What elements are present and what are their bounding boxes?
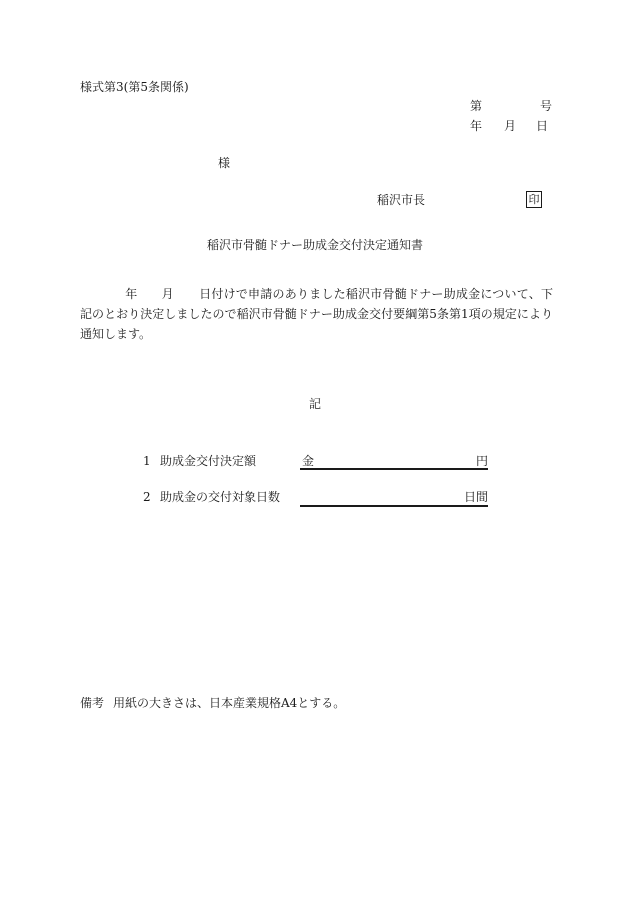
date-year: 年 bbox=[470, 119, 483, 133]
form-number-label: 様式第3(第5条関係) bbox=[80, 80, 189, 94]
document-number bbox=[470, 99, 552, 113]
sender-title: 稲沢市長 bbox=[377, 193, 426, 207]
item-2-underline bbox=[300, 505, 488, 507]
seal-mark: 印 bbox=[526, 191, 542, 208]
body-month: 月 bbox=[161, 287, 174, 301]
item-2-unit: 日間 bbox=[464, 490, 489, 504]
ki-heading: 記 bbox=[308, 397, 321, 411]
issue-date bbox=[470, 119, 548, 133]
item-1-number: 1 bbox=[143, 454, 151, 468]
notice-body bbox=[80, 284, 553, 344]
body-year: 年 bbox=[125, 287, 138, 301]
date-month: 月 bbox=[504, 119, 517, 133]
item-1-label: 助成金交付決定額 bbox=[160, 454, 257, 468]
item-1-prefix: 金 bbox=[302, 454, 315, 468]
addressee-honorific: 様 bbox=[218, 156, 231, 170]
item-2-label: 助成金の交付対象日数 bbox=[160, 490, 281, 504]
remarks-label: 備考 bbox=[80, 696, 105, 710]
number-prefix: 第 bbox=[470, 99, 483, 113]
date-day: 日 bbox=[536, 119, 549, 133]
remarks-text: 用紙の大きさは、日本産業規格A4とする。 bbox=[113, 696, 346, 710]
item-1-unit: 円 bbox=[476, 454, 489, 468]
item-2-number: 2 bbox=[143, 490, 151, 504]
document-title: 稲沢市骨髄ドナー助成金交付決定通知書 bbox=[206, 238, 423, 252]
item-1-underline bbox=[300, 468, 488, 470]
number-suffix: 号 bbox=[540, 99, 553, 113]
body-text: 日付けで申請のありました稲沢市骨髄ドナー助成金について、下記のとおり決定しましたので稲沢市骨髄ドナー助成金交付要綱第5条第1項の規定により通知します。 bbox=[80, 287, 553, 341]
